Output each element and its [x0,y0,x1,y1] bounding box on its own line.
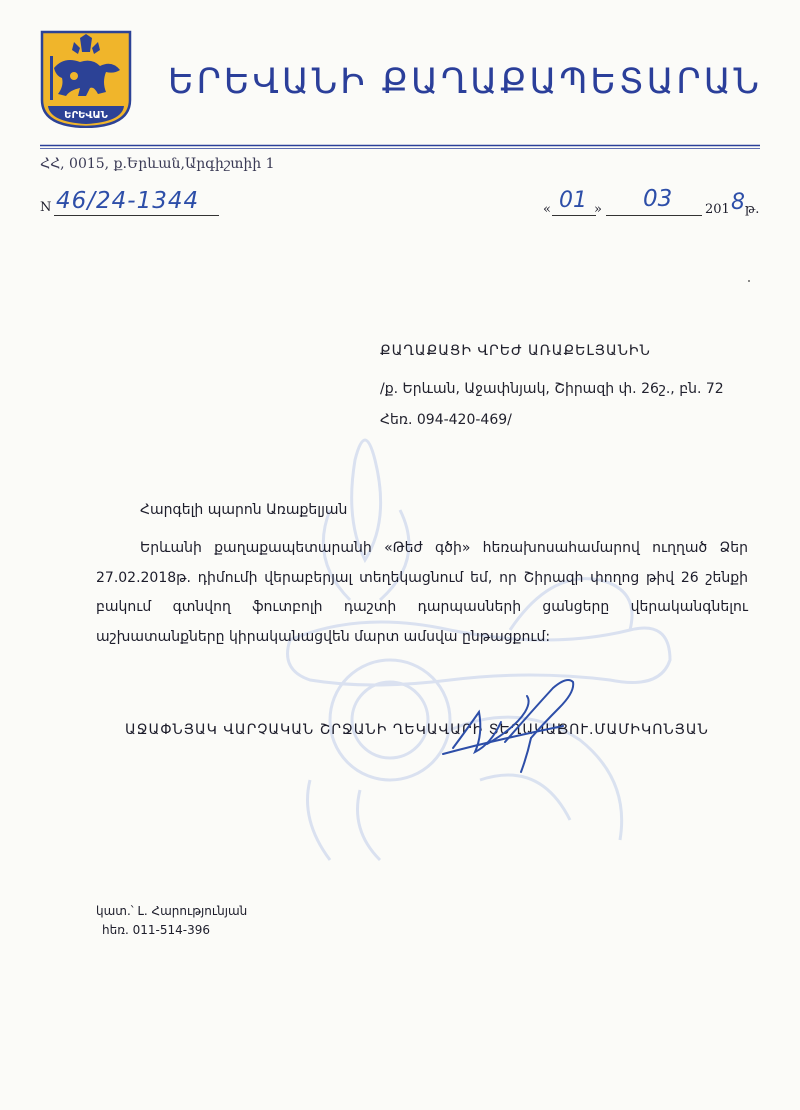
reference-row [40,186,770,230]
date-year-handwritten: 8 [731,190,745,215]
salutation: Հարգելի պարոն Առաքելյան [140,502,348,518]
date-day-underline [552,215,596,216]
emblem-caption: ԵՐԵՎԱՆ [64,110,108,121]
signatory-title: ԱՋԱՓՆՅԱԿ ՎԱՐՉԱԿԱՆ ՇՐՋԱՆԻ ՂԵԿԱՎԱՐԻ ՏԵՂԱԿԱԼ [125,722,566,738]
date-day: 01 [559,188,587,213]
recipient-name: ՔԱՂԱՔԱՑԻ ՎՐԵԺ ԱՌԱՔԵԼՅԱՆԻՆ [380,343,651,359]
reference-prefix: N [40,200,52,215]
executor-name: կատ.՝ Լ. Հարությունյան [96,904,248,918]
office-address: ՀՀ, 0015, ք.Երևան,Արգիշտիի 1 [40,156,275,172]
date-close-quote: » [594,202,602,217]
reference-underline [54,215,219,216]
reference-number: 46/24-1344 [56,188,200,214]
office-title: ԵՐԵՎԱՆԻ ՔԱՂԱՔԱՊԵՏԱՐԱՆ [168,62,763,102]
date-year-suffix: թ. [745,202,760,217]
signatory-name: ՅՈՒ.ՄԱՄԻԿՈՆՅԱՆ [558,722,709,738]
recipient-phone: Հեռ. 094-420-469/ [380,412,512,428]
recipient-address: /ք. Երևան, Աջափնյակ, Շիրազի փ. 26շ., բն. 72 [380,381,724,397]
date-open-quote: « [543,202,551,217]
date-month-underline [606,215,702,216]
yerevan-emblem-icon [40,30,132,128]
letter-body: Երևանի քաղաքապետարանի «Թեժ գծի» հեռախոսահամարով ուղղած Ձեր 27.02.2018թ. դիմումի վերաբերյալ տեղեկացնում եմ, որ Շիրազի փողոց թիվ 26 շենքի բակում գտնվող ֆուտբոլի դաշտի դարպասների ցանցերը վերականգնելու աշխատանքները կիրականացվեն մարտ ամսվա ընթացքում: [96,540,748,645]
date-year: 201 [705,202,730,217]
scan-speck [748,280,750,282]
date-month: 03 [643,186,673,212]
executor-phone: հեռ. 011-514-396 [102,923,210,937]
header-rule [40,144,760,150]
